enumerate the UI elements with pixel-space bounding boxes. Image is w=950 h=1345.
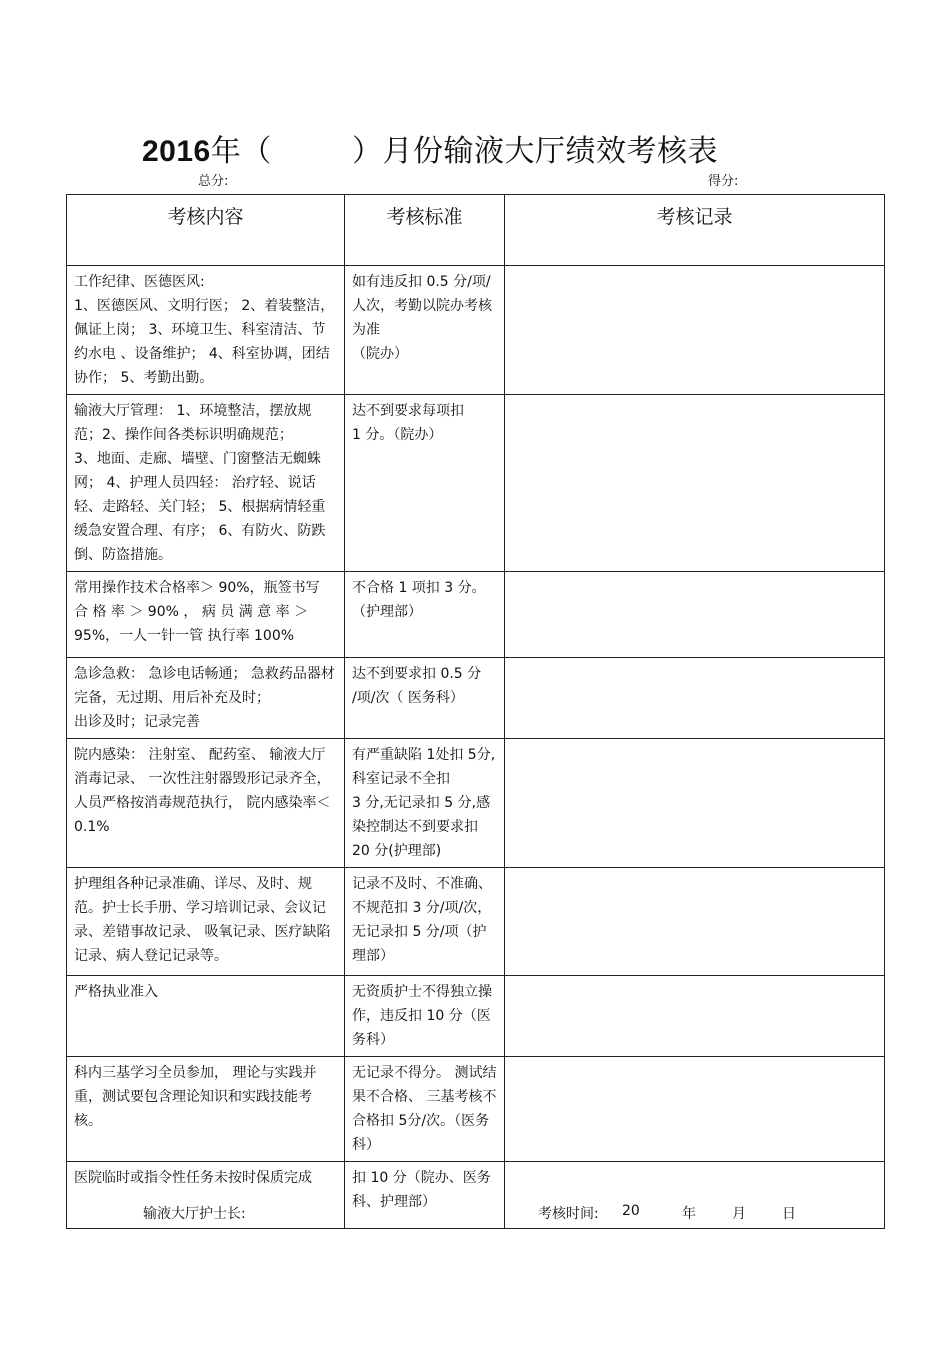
head-nurse-label: 输液大厅护士长: — [143, 1206, 246, 1222]
row-standard: 扣 10 分（院办、医务科、护理部） — [345, 1162, 505, 1229]
table-row — [67, 976, 885, 1057]
page-title — [142, 126, 718, 170]
row-content: 工作纪律、医德医风: 1、医德医风、文明行医； 2、着装整洁，佩证上岗； 3、环境卫生、科室清洁、节约水电 、设备维护； 4、科室协调，团结协作； 5、考勤出勤。 — [67, 266, 345, 395]
table-header-row — [67, 195, 885, 266]
row-record-cell[interactable] — [505, 572, 885, 658]
row-standard: 不合格 1 项扣 3 分。（护理部） — [345, 572, 505, 658]
row-content: 严格执业准入 — [67, 976, 345, 1057]
title-year: 2016 — [142, 135, 211, 168]
row-content: 输液大厅管理： 1、环境整洁，摆放规范；2、操作间各类标识明确规范； 3、地面、走廊、墙壁、门窗整洁无蜘蛛网； 4、护理人员四轻： 治疗轻、说话轻、走路轻、关门轻； 5、根据病情轻重缓急安置合理、有序； 6、有防火、防跌倒、防盗措施。 — [67, 395, 345, 572]
table-row — [67, 868, 885, 976]
table-row — [67, 739, 885, 868]
year-label: 年 — [682, 1206, 696, 1222]
row-content: 医院临时或指令性任务未按时保质完成 — [67, 1162, 345, 1229]
row-content: 院内感染： 注射室、 配药室、 输液大厅消毒记录、 一次性注射器毁形记录齐全，人员严格按消毒规范执行， 院内感染率＜ 0.1% — [67, 739, 345, 868]
row-record-cell[interactable] — [505, 395, 885, 572]
assessment-time-label: 考核时间: — [538, 1206, 599, 1222]
column-header-standard: 考核标准 — [345, 195, 505, 266]
row-standard: 达不到要求每项扣 1 分。（院办） — [345, 395, 505, 572]
column-header-record: 考核记录 — [505, 195, 885, 266]
year-prefix: 20 — [622, 1203, 640, 1219]
row-record-cell[interactable] — [505, 976, 885, 1057]
obtained-score-label: 得分: — [708, 174, 739, 189]
row-record-cell[interactable] — [505, 868, 885, 976]
row-standard: 达不到要求扣 0.5 分 /项/次（ 医务科） — [345, 658, 505, 739]
row-content: 科内三基学习全员参加， 理论与实践并重，测试要包含理论知识和实践技能考核。 — [67, 1057, 345, 1162]
row-standard: 记录不及时、不准确、不规范扣 3 分/项/次，无记录扣 5 分/项（护理部） — [345, 868, 505, 976]
row-standard: 有严重缺陷 1处扣 5分,科室记录不全扣 3 分,无记录扣 5 分,感染控制达不到要求扣 20 分(护理部) — [345, 739, 505, 868]
title-text: 年（ ）月份输液大厅绩效考核表 — [210, 134, 719, 169]
assessment-date — [538, 1203, 796, 1223]
row-standard: 无记录不得分。 测试结果不合格、 三基考核不合格扣 5分/次。（医务科） — [345, 1057, 505, 1162]
assessment-table — [66, 194, 885, 1229]
row-record-cell[interactable] — [505, 739, 885, 868]
row-record-cell[interactable] — [505, 266, 885, 395]
table-row — [67, 1057, 885, 1162]
table-row — [67, 572, 885, 658]
row-content: 护理组各种记录准确、详尽、及时、规范。护士长手册、学习培训记录、会议记录、差错事故记录、 吸氧记录、医疗缺陷记录、病人登记记录等。 — [67, 868, 345, 976]
row-standard: 无资质护士不得独立操作，违反扣 10 分（医务科） — [345, 976, 505, 1057]
table-row — [67, 266, 885, 395]
table-row — [67, 395, 885, 572]
row-content: 常用操作技术合格率＞ 90%，瓶签书写 合 格 率 ＞ 90% ， 病 员 满 意 率 ＞ 95%，一人一针一管 执行率 100% — [67, 572, 345, 658]
row-record-cell[interactable] — [505, 658, 885, 739]
row-content: 急诊急救： 急诊电话畅通； 急救药品器材完备，无过期、用后补充及时； 出诊及时；记录完善 — [67, 658, 345, 739]
column-header-content: 考核内容 — [67, 195, 345, 266]
table-row — [67, 658, 885, 739]
row-record-cell[interactable] — [505, 1057, 885, 1162]
day-label: 日 — [782, 1206, 796, 1222]
row-standard: 如有违反扣 0.5 分/项/人次，考勤以院办考核为准 （院办） — [345, 266, 505, 395]
total-score-label: 总分: — [198, 174, 229, 189]
month-label: 月 — [732, 1206, 746, 1222]
